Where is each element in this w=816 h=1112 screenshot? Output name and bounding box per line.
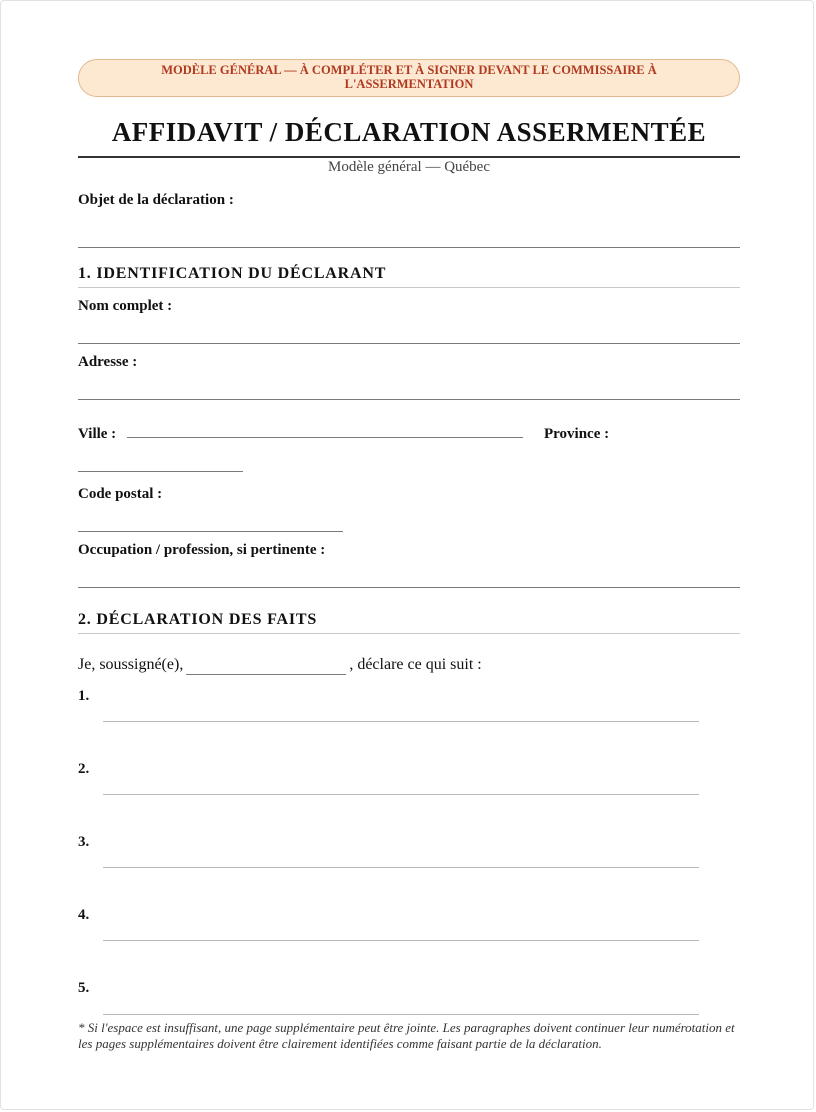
province-field[interactable] <box>78 471 243 472</box>
adresse-field[interactable] <box>78 399 740 400</box>
fact-field-2[interactable] <box>103 794 699 795</box>
nom-field[interactable] <box>78 343 740 344</box>
fact-number-2: 2. <box>78 761 90 777</box>
section-identification-title: 1. IDENTIFICATION DU DÉCLARANT <box>78 265 387 282</box>
fact-field-3[interactable] <box>103 867 699 868</box>
ville-field[interactable] <box>127 437 523 438</box>
fact-number-4: 4. <box>78 907 90 923</box>
fact-number-3: 3. <box>78 834 90 850</box>
occupation-field[interactable] <box>78 587 740 588</box>
code-postal-label: Code postal : <box>78 486 163 502</box>
section-declaration-rule <box>78 633 740 634</box>
fact-field-5[interactable] <box>103 1014 699 1015</box>
fact-field-4[interactable] <box>103 940 699 941</box>
declarant-statement <box>78 652 482 675</box>
objet-field[interactable] <box>78 247 740 248</box>
footnote: * Si l'espace est insuffisant, une page supplémentaire peut être jointe. Les paragraphes doivent continuer leur numérotation et les pages supplémentaires doivent être clairement identifiées comme faisant partie de la déclaration. <box>78 1020 735 1051</box>
adresse-label: Adresse : <box>78 354 138 370</box>
section-identification-rule <box>78 287 740 288</box>
ville-label: Ville : <box>78 426 117 442</box>
instruction-banner: MODÈLE GÉNÉRAL — À COMPLÉTER ET À SIGNER DEVANT LE COMMISSAIRE À L'ASSERMENTATION <box>78 59 740 97</box>
statement-prefix: Je, soussigné(e), <box>78 656 184 673</box>
fact-field-1[interactable] <box>103 721 699 722</box>
fact-number-5: 5. <box>78 980 90 996</box>
declarant-name-field[interactable] <box>186 652 346 675</box>
fact-number-1: 1. <box>78 688 90 704</box>
document-title: AFFIDAVIT / DÉCLARATION ASSERMENTÉE <box>111 117 707 147</box>
occupation-label: Occupation / profession, si pertinente : <box>78 542 326 558</box>
nom-label: Nom complet : <box>78 298 173 314</box>
objet-label: Objet de la déclaration : <box>78 192 234 208</box>
document-subtitle: Modèle général — Québec <box>327 159 490 175</box>
statement-suffix: , déclare ce qui suit : <box>349 656 482 673</box>
code-postal-field[interactable] <box>78 531 343 532</box>
province-label: Province : <box>544 426 610 442</box>
section-declaration-title: 2. DÉCLARATION DES FAITS <box>78 611 318 628</box>
